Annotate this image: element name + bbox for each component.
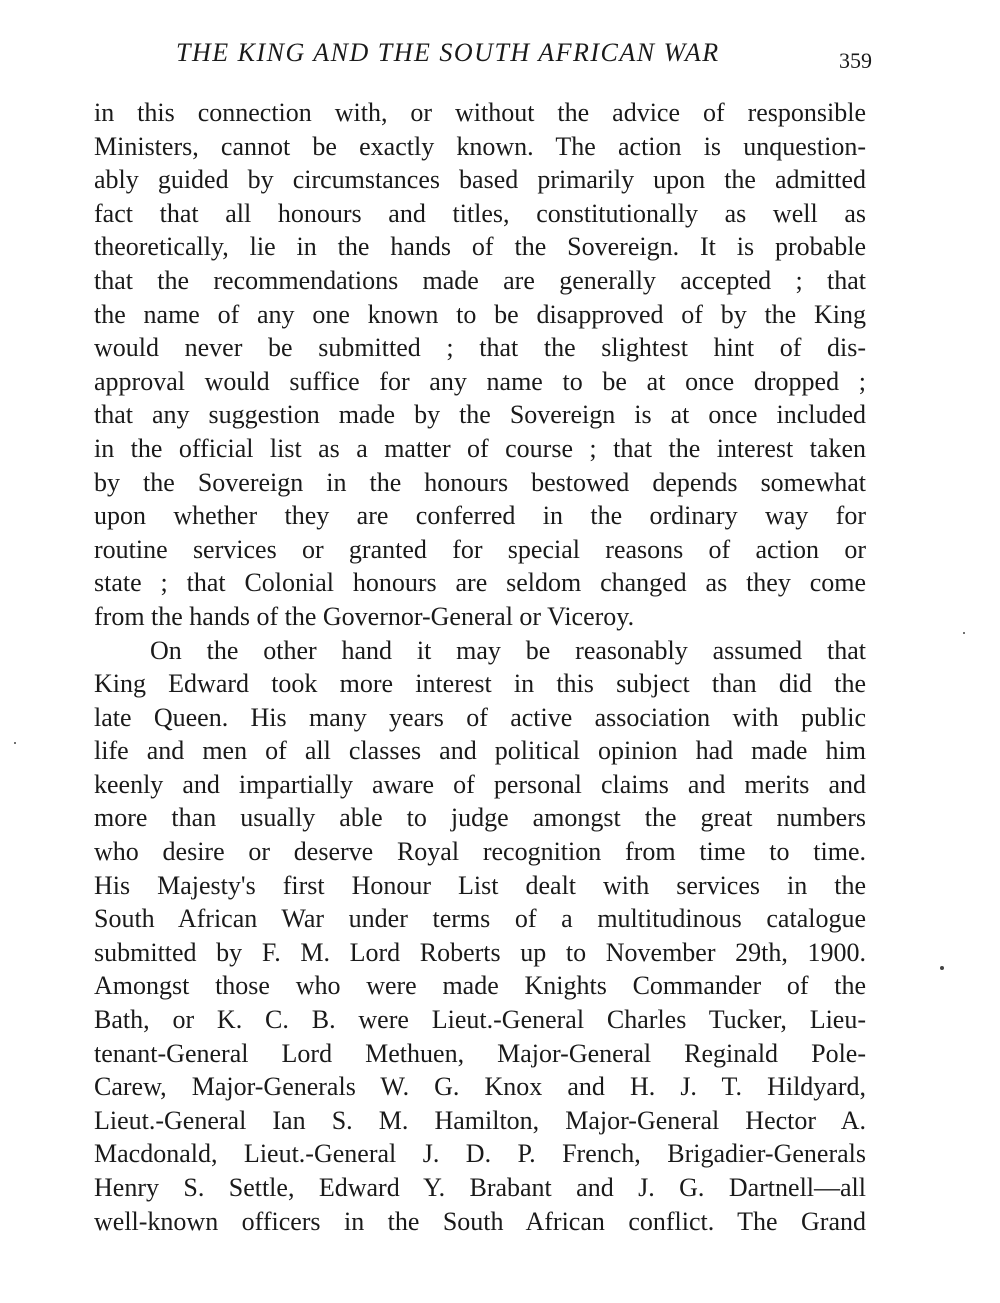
text-line: Henry S. Settle, Edward Y. Brabant and J. G. Dartnell—all bbox=[94, 1173, 866, 1202]
text-line: well-known officers in the South African conflict. The Grand bbox=[94, 1206, 866, 1236]
text-line: ably guided by circumstances based primarily upon the admitted bbox=[94, 165, 866, 195]
text-line: by the Sovereign in the honours bestowed depends somewhat bbox=[94, 467, 866, 497]
text-line: Amongst those who were made Knights Commander of the bbox=[94, 971, 866, 1001]
text-line: Ministers, cannot be exactly known. The action is unquestion- bbox=[94, 131, 866, 161]
text-line: approval would suffice for any name to be at once dropped ; bbox=[94, 366, 866, 396]
text-line: theoretically, lie in the hands of the Sovereign. It is probable bbox=[94, 232, 866, 262]
text-line: life and men of all classes and political opinion had made him bbox=[94, 736, 866, 766]
text-line: tenant-General Lord Methuen, Major-General Reginald Pole- bbox=[94, 1038, 866, 1068]
text-line: King Edward took more interest in this subject than did the bbox=[94, 669, 866, 699]
ink-speck bbox=[940, 966, 944, 970]
text-line: Carew, Major-Generals W. G. Knox and H. J. T. Hildyard, bbox=[94, 1072, 866, 1102]
text-line: who desire or deserve Royal recognition from time to time. bbox=[94, 837, 866, 867]
text-line: Macdonald, Lieut.-General J. D. P. French, Brigadier-Generals bbox=[94, 1139, 866, 1169]
text-line: that the recommendations made are generally accepted ; that bbox=[94, 265, 866, 295]
ink-speck bbox=[14, 742, 16, 744]
text-line: Lieut.-General Ian S. M. Hamilton, Major-General Hector A. bbox=[94, 1105, 866, 1135]
text-line: would never be submitted ; that the slightest hint of dis- bbox=[94, 333, 866, 363]
text-line: fact that all honours and titles, constitutionally as well as bbox=[94, 198, 866, 228]
text-line: submitted by F. M. Lord Roberts up to November 29th, 1900. bbox=[94, 937, 866, 967]
text-line: the name of any one known to be disapproved of by the King bbox=[94, 299, 866, 329]
text-line: South African War under terms of a multitudinous catalogue bbox=[94, 904, 866, 934]
text-line: state ; that Colonial honours are seldom changed as they come bbox=[94, 568, 866, 598]
running-head bbox=[94, 38, 874, 78]
paragraph-end-line: from the hands of the Governor-General or Viceroy. bbox=[94, 601, 635, 631]
body-text bbox=[94, 96, 866, 1238]
running-title: THE KING AND THE SOUTH AFRICAN WAR bbox=[176, 38, 720, 67]
text-line: in the official list as a matter of course ; that the interest taken bbox=[94, 433, 866, 463]
text-line: late Queen. His many years of active association with public bbox=[94, 702, 866, 732]
page-number: 359 bbox=[839, 48, 872, 73]
paragraph-start-line: On the other hand it may be reasonably assumed that bbox=[150, 635, 866, 665]
text-line: Bath, or K. C. B. were Lieut.-General Charles Tucker, Lieu- bbox=[94, 1005, 866, 1035]
text-line: routine services or granted for special reasons of action or bbox=[94, 534, 866, 564]
text-line: His Majesty's first Honour List dealt with services in the bbox=[94, 870, 866, 900]
text-line: in this connection with, or without the advice of responsible bbox=[94, 98, 866, 127]
text-line: keenly and impartially aware of personal claims and merits and bbox=[94, 769, 866, 799]
ink-speck bbox=[963, 632, 965, 634]
text-line: more than usually able to judge amongst the great numbers bbox=[94, 803, 866, 833]
text-line: that any suggestion made by the Sovereign is at once included bbox=[94, 400, 866, 430]
text-line: upon whether they are conferred in the ordinary way for bbox=[94, 501, 866, 531]
